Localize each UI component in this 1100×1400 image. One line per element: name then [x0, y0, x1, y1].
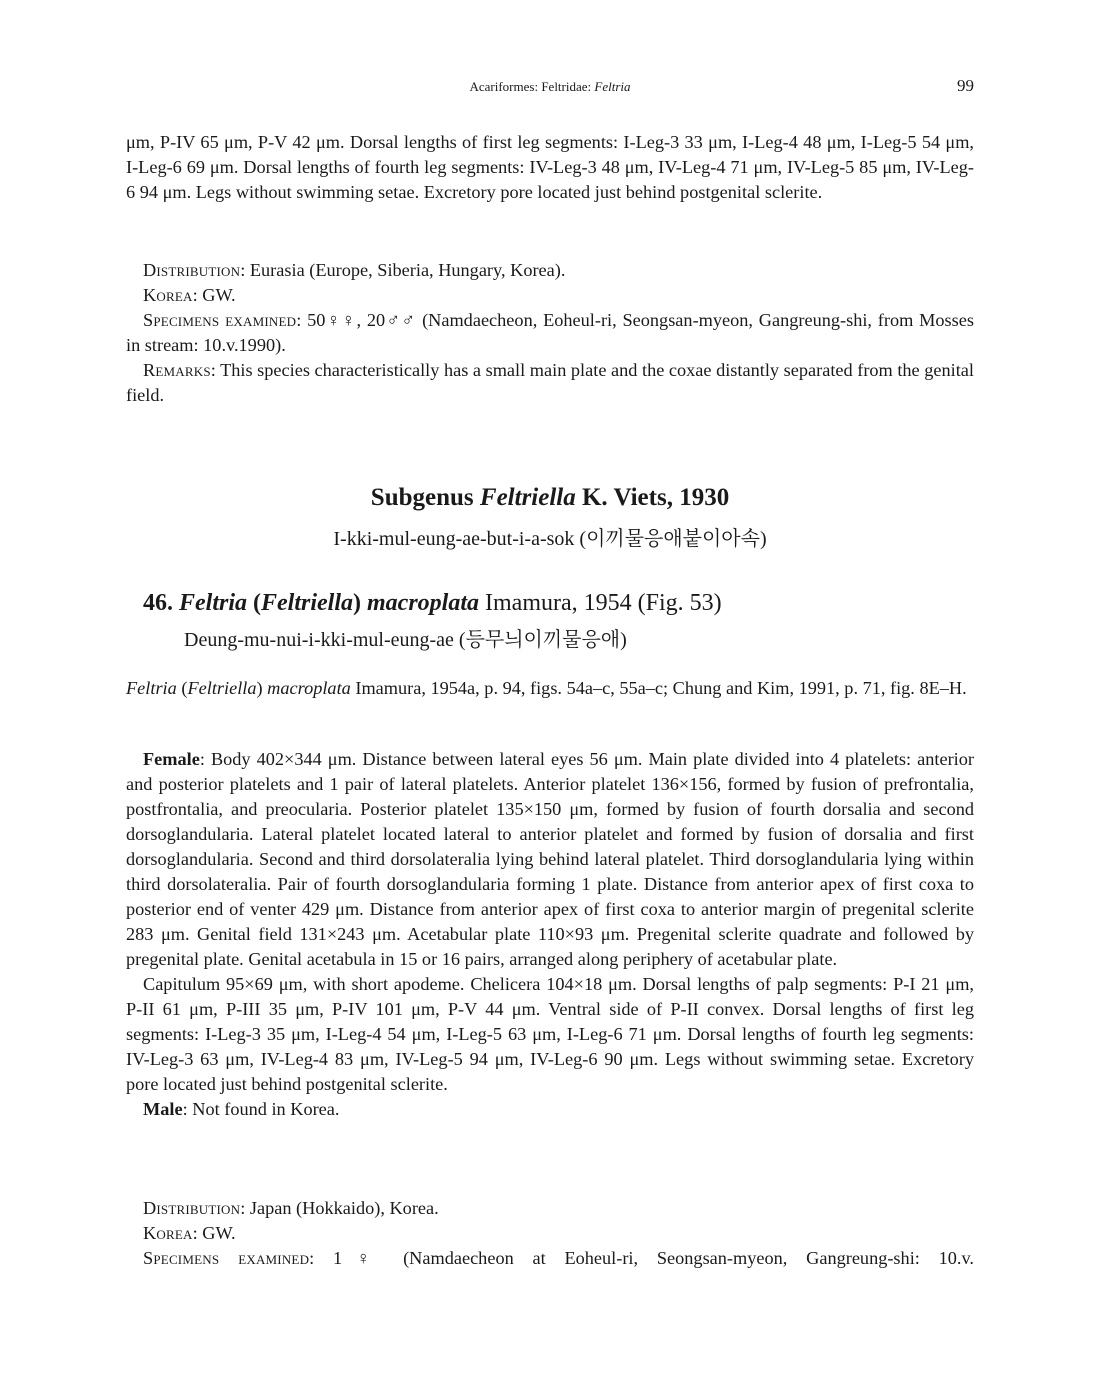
- synonymy-genus: Feltria: [126, 678, 177, 698]
- synonymy-epithet: macroplata: [267, 678, 351, 698]
- running-head-title: [126, 79, 974, 95]
- page-number: 99: [957, 76, 974, 95]
- species-records: [126, 1196, 974, 1271]
- distribution-line: [126, 258, 974, 283]
- specimens-line: [126, 308, 974, 358]
- synonymy-close-paren: ): [256, 678, 268, 698]
- records-korea-text: : GW.: [192, 1223, 236, 1243]
- korea-label: Korea: [143, 285, 193, 305]
- description-block: [126, 747, 974, 1122]
- species-heading: [143, 590, 722, 617]
- specimens-label: Specimens examined: [143, 310, 297, 330]
- running-head-prefix: Acariformes: Feltridae:: [469, 79, 595, 94]
- female-text: : Body 402×344 μm. Distance between lateral eyes 56 μm. Main plate divided into 4 platelets: anterior and posterior platelets and 1 pair of lateral platelets. Anterior platelet 136×156, formed by fusion of prefrontalia, postfrontalia, and preocularia. Posterior platelet 135×150 μm, formed by fusion of fourth dorsalia and second dorsoglandularia. Lateral platelet located lateral to anterior platelet and formed by fusion of dorsalia and first dorsoglandularia. Second and third dorsolateralia lying behind lateral platelet. Third dorsoglandularia lying within third dorsolateralia. Pair of fourth dorsoglandularia forming 1 plate. Distance from anterior apex of first coxa to posterior end of venter 429 μm. Distance from anterior apex of first coxa to anterior margin of pregenital sclerite 283 μm. Genital field 131×243 μm. Acetabular plate 110×93 μm. Pregenital sclerite quadrate and followed by pregenital plate. Genital acetabula in 15 or 16 pairs, arranged along periphery of acetabular plate.: [126, 749, 974, 969]
- synonymy-open-paren: (: [176, 678, 188, 698]
- male-text: : Not found in Korea.: [182, 1099, 340, 1119]
- synonymy-subgenus: Feltriella: [187, 678, 257, 698]
- species-number: 46.: [143, 590, 173, 616]
- subgenus-prefix: Subgenus: [370, 484, 480, 511]
- records-distribution-line: [126, 1196, 974, 1221]
- subgenus-korean-name: I-kki-mul-eung-ae-but-i-a-sok (이끼물응애붙이아속): [333, 528, 767, 550]
- distribution-label: Distribution: [143, 260, 241, 280]
- species-subgenus: Feltriella: [261, 590, 354, 616]
- korea-line: [126, 283, 974, 308]
- records-korea-label: Korea: [143, 1223, 193, 1243]
- records-distribution-text: : Japan (Hokkaido), Korea.: [240, 1198, 439, 1218]
- records-specimens-line: [126, 1246, 974, 1271]
- species-genus: Feltria: [179, 590, 248, 616]
- records-distribution-label: Distribution: [143, 1198, 241, 1218]
- running-head-genus: Feltria: [594, 79, 631, 94]
- continuation-paragraph: [126, 130, 974, 205]
- distribution-text: : Eurasia (Europe, Siberia, Hungary, Korea).: [240, 260, 566, 280]
- records-korea-line: [126, 1221, 974, 1246]
- remarks-text: : This species characteristically has a small main plate and the coxae distantly separated from the genital field.: [126, 360, 974, 405]
- synonymy-block: [126, 676, 974, 701]
- korea-text: : GW.: [192, 285, 236, 305]
- species-author-fig: Imamura, 1954 (Fig. 53): [479, 590, 722, 616]
- running-head: [126, 76, 974, 98]
- male-paragraph: [126, 1097, 974, 1122]
- specimens-text: : 50♀♀, 20♂♂ (Namdaecheon, Eoheul-ri, Seongsan-myeon, Gangreung-shi, from Mosses in stream: 10.v.1990).: [126, 310, 974, 355]
- species-open-paren: (: [247, 590, 262, 616]
- subgenus-name: Feltriella: [479, 484, 576, 511]
- species-epithet: macroplata: [367, 590, 480, 616]
- synonymy-entry: [126, 676, 974, 701]
- continuation-text: μm, P-IV 65 μm, P-V 42 μm. Dorsal lengths of first leg segments: I-Leg-3 33 μm, I-Leg-4 48 μm, I-Leg-5 54 μm, I-Leg-6 69 μm. Dorsal lengths of fourth leg segments: IV-Leg-3 48 μm, IV-Leg-4 71 μm, IV-Leg-5 85 μm, IV-Leg-6 94 μm. Legs without swimming setae. Excretory pore located just behind postgenital sclerite.: [126, 132, 974, 202]
- previous-species-records: [126, 258, 974, 408]
- records-specimens-text: : 1♀ (Namdaecheon at Eoheul-ri, Seongsan-myeon, Gangreung-shi: 10.v.: [309, 1248, 975, 1268]
- capitulum-paragraph: Capitulum 95×69 μm, with short apodeme. Chelicera 104×18 μm. Dorsal lengths of palp segments: P-I 21 μm, P-II 61 μm, P-III 35 μm, P-IV 101 μm, P-V 44 μm. Ventral side of P-II convex. Dorsal lengths of first leg segments: I-Leg-3 35 μm, I-Leg-4 54 μm, I-Leg-5 63 μm, I-Leg-6 71 μm. Dorsal lengths of fourth leg segments: IV-Leg-3 63 μm, IV-Leg-4 83 μm, IV-Leg-5 94 μm, IV-Leg-6 90 μm. Legs without swimming setae. Excretory pore located just behind postgenital sclerite.: [126, 974, 974, 1094]
- remarks-label: Remarks: [143, 360, 211, 380]
- remarks-line: [126, 358, 974, 408]
- species-korean-name: Deung-mu-nui-i-kki-mul-eung-ae (등무늬이끼물응애): [184, 629, 627, 651]
- subgenus-author: K. Viets, 1930: [575, 484, 730, 511]
- female-paragraph: [126, 747, 974, 972]
- synonymy-text: Imamura, 1954a, p. 94, figs. 54a–c, 55a–c; Chung and Kim, 1991, p. 71, fig. 8E–H.: [350, 678, 967, 698]
- female-label: Female: [143, 749, 200, 769]
- subgenus-heading: [126, 484, 974, 512]
- records-specimens-label: Specimens examined: [143, 1248, 310, 1268]
- male-label: Male: [143, 1099, 183, 1119]
- species-close-paren: ): [353, 590, 368, 616]
